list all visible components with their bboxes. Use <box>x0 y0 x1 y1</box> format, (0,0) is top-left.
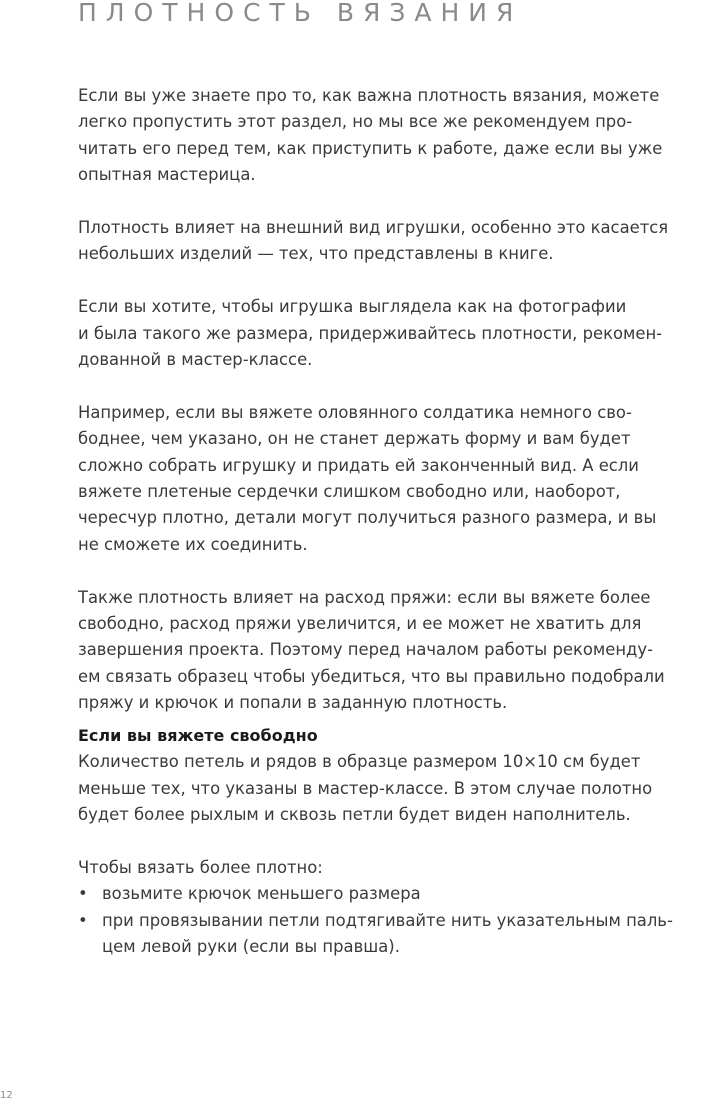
text-line: небольших изделий — тех, что представлены в книге. <box>78 244 554 264</box>
paragraph-appearance <box>78 215 710 268</box>
text-line: и была такого же размера, придерживайтесь плотности, рекомен- <box>78 323 663 343</box>
text-line: Если вы уже знаете про то, как важна плотность вязания, можете <box>78 86 660 105</box>
text-line: при провязывании петли подтягивайте нить указательным паль- <box>102 910 673 930</box>
text-line: свободно, расход пряжи увеличится, и ее может не хватить для <box>78 614 642 634</box>
list-item <box>78 881 710 907</box>
text-line: пряжу и крючок и попали в заданную плотность. <box>78 693 508 713</box>
text-line: цем левой руки (если вы правша). <box>102 936 400 956</box>
text-line: будет более рыхлым и сквозь петли будет виден наполнитель. <box>78 804 631 824</box>
text-line: опытная мастерица. <box>78 165 256 185</box>
text-line: Плотность влияет на внешний вид игрушки, особенно это касается <box>78 218 669 238</box>
text-line: боднее, чем указано, он не станет держать форму и вам будет <box>78 429 631 449</box>
text-line: завершения проекта. Поэтому перед началом работы рекоменду- <box>78 640 653 660</box>
text-line: Также плотность влияет на расход пряжи: если вы вяжете более <box>78 587 651 607</box>
text-line: не сможете их соединить. <box>78 534 308 554</box>
paragraph-gap <box>78 828 710 854</box>
section-subheading: Если вы вяжете свободно <box>78 725 318 745</box>
bullet-icon: • <box>78 910 88 930</box>
paragraph-gap <box>78 268 710 294</box>
text-line: ем связать образец чтобы убедиться, что вы правильно подобрали <box>78 666 665 686</box>
paragraph-yarn-usage <box>78 585 710 717</box>
text-line: вяжете плетеные сердечки слишком свободно или, наоборот, <box>78 482 621 502</box>
text-line: возьмите крючок меньшего размера <box>102 884 421 904</box>
text-line: сложно собрать игрушку и придать ей законченный вид. А если <box>78 455 639 475</box>
text-line: Например, если вы вяжете оловянного солдатика немного сво- <box>78 402 632 422</box>
bullet-icon: • <box>78 884 88 904</box>
text-line: легко пропустить этот раздел, но мы все же рекомендуем про- <box>78 112 633 132</box>
article-body <box>78 83 710 960</box>
page-title: ПЛОТНОСТЬ ВЯЗАНИЯ <box>78 0 523 27</box>
paragraph-gap <box>78 558 710 584</box>
paragraph-example <box>78 400 710 558</box>
text-line: читать его перед тем, как приступить к работе, даже если вы уже <box>78 138 663 158</box>
text-line: Количество петель и рядов в образце размером 10×10 см будет <box>78 752 641 772</box>
page-number: 12 <box>0 1090 13 1101</box>
list-intro: Чтобы вязать более плотно: <box>78 857 323 877</box>
paragraph-gap <box>78 373 710 399</box>
paragraph-intro <box>78 83 710 189</box>
paragraph-size <box>78 294 710 373</box>
text-line: дованной в мастер-классе. <box>78 350 313 370</box>
paragraph-gap <box>78 189 710 215</box>
list-item <box>78 908 710 961</box>
text-line: Если вы хотите, чтобы игрушка выглядела как на фотографии <box>78 297 627 317</box>
text-line: меньше тех, что указаны в мастер-классе. В этом случае полотно <box>78 778 653 798</box>
text-line: чересчур плотно, детали могут получиться разного размера, и вы <box>78 508 657 528</box>
paragraph-loose-knitting <box>78 749 710 828</box>
